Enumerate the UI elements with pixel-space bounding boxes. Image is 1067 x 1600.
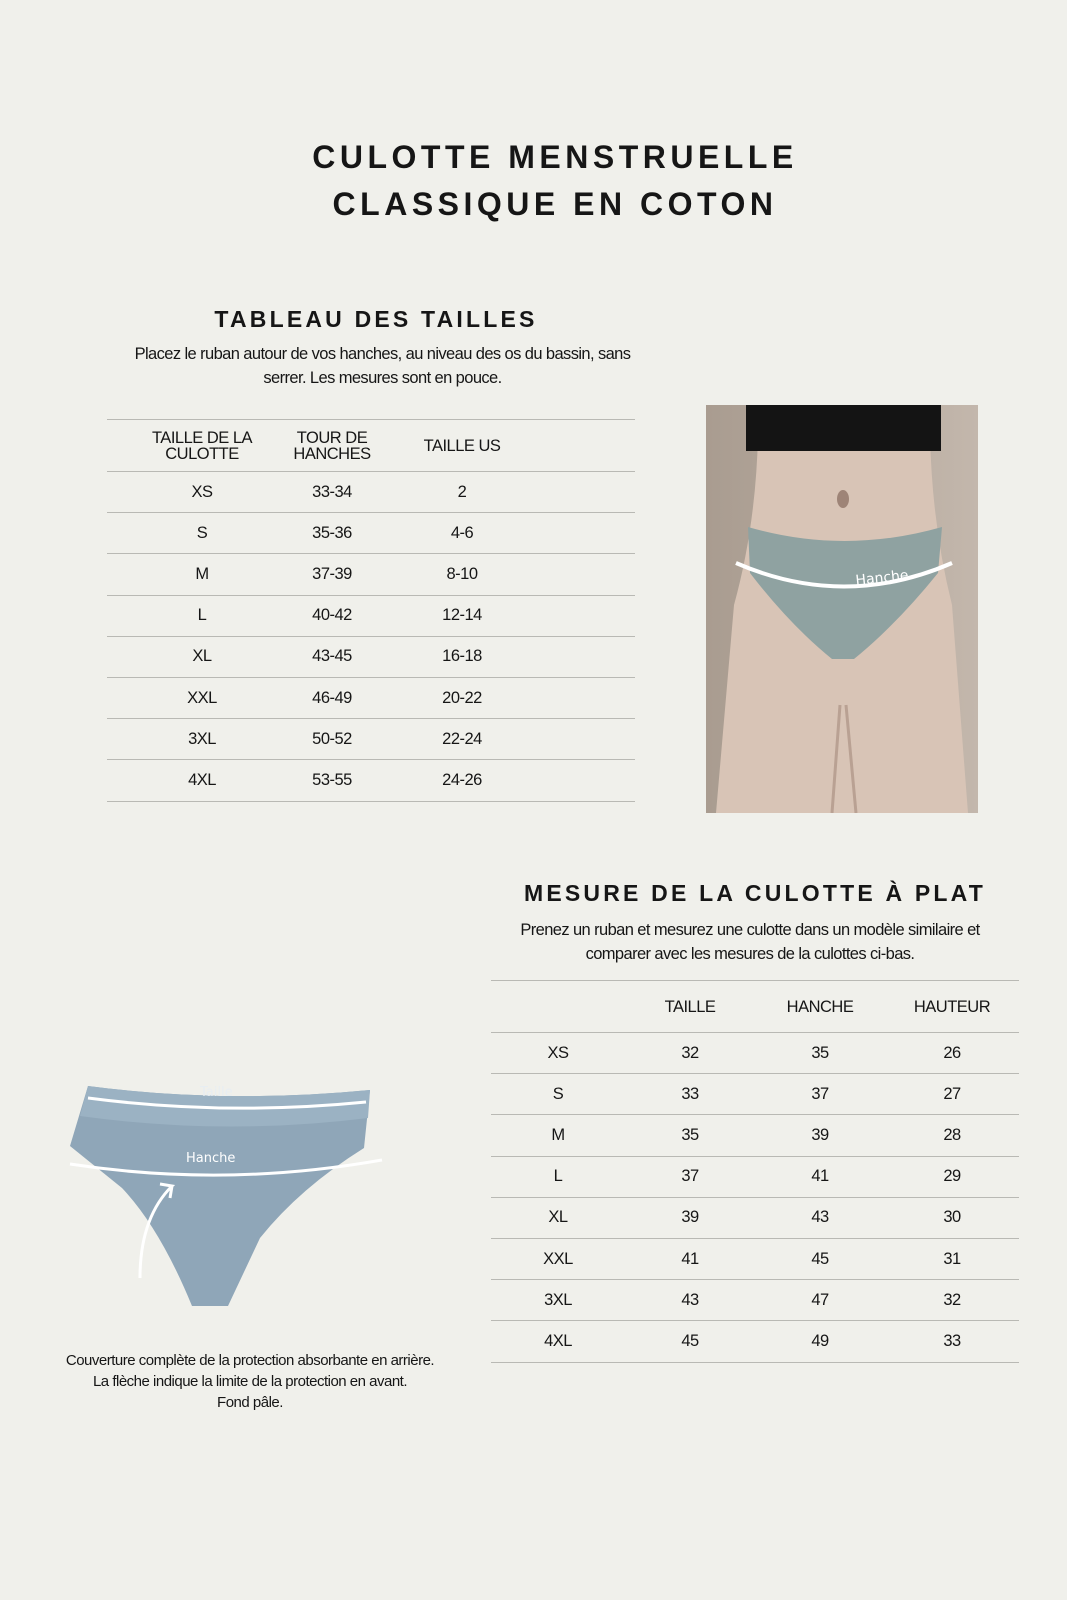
flat-table-intro-line-2: comparer avec les mesures de la culottes ci-bas. [585,945,915,963]
header-blank [491,981,625,1033]
flat-table-cell: 33 [625,1074,755,1115]
size-table-cell: 16-18 [397,636,527,677]
flat-table-cell: XL [491,1197,625,1238]
size-table-cell: 22-24 [397,719,527,760]
size-table-row [107,554,635,595]
header-tour-hanches: TOUR DE HANCHES [267,420,397,472]
flat-table-cell: 35 [755,1033,885,1074]
flat-table-cell: 32 [625,1033,755,1074]
size-table-cell: 24-26 [397,760,527,801]
flat-table-row [491,1321,1019,1362]
flat-table-cell: XS [491,1033,625,1074]
size-table-cell: 8-10 [397,554,527,595]
size-table-cell: M [137,554,267,595]
flat-table-row [491,1074,1019,1115]
flat-table-cell: S [491,1074,625,1115]
flat-table-row [491,1033,1019,1074]
size-table-row [107,595,635,636]
photo-hanche-label: Hanche [854,567,910,589]
size-table-cell: 4-6 [397,513,527,554]
hip-measure-photo [706,405,978,813]
size-table-intro [100,342,665,390]
header-taille: TAILLE [625,981,755,1033]
flat-table-cell: L [491,1156,625,1197]
garment-note-line-2: La flèche indique la limite de la protection en avant. [92,1373,408,1390]
flat-table-heading: MESURE DE LA CULOTTE À PLAT [523,880,987,906]
flat-table-cell: 3XL [491,1280,625,1321]
flat-table-cell: 43 [755,1197,885,1238]
flat-table-cell: 39 [625,1197,755,1238]
header-taille-culotte: TAILLE DE LA CULOTTE [137,420,267,472]
flat-table-cell: 33 [885,1321,1019,1362]
size-table-heading: TABLEAU DES TAILLES [214,306,538,332]
flat-table-cell: 43 [625,1280,755,1321]
flat-table-cell: 31 [885,1238,1019,1279]
size-table-cell: 3XL [137,719,267,760]
flat-table-cell: M [491,1115,625,1156]
size-table-row [107,472,635,513]
garment-note [40,1350,460,1413]
page-title [0,134,1067,228]
flat-table-cell: 45 [755,1238,885,1279]
flat-table-cell: 41 [625,1238,755,1279]
size-table-cell: 40-42 [267,595,397,636]
size-table-row [107,636,635,677]
flat-table-cell: 37 [625,1156,755,1197]
flat-table-cell: 49 [755,1321,885,1362]
header-hauteur: HAUTEUR [885,981,1019,1033]
flat-table-cell: 4XL [491,1321,625,1362]
flat-table-cell: 35 [625,1115,755,1156]
flat-table-cell: 39 [755,1115,885,1156]
garment-taille-label: Taille [200,1085,233,1100]
garment-note-line-3: Fond pâle. [217,1394,283,1411]
size-table-cell: 46-49 [267,677,397,718]
size-table [107,419,635,802]
size-table-row [107,760,635,801]
size-table-row [107,513,635,554]
size-table-cell: 4XL [137,760,267,801]
size-table-cell: 53-55 [267,760,397,801]
size-table-cell: XXL [137,677,267,718]
flat-table-cell: 41 [755,1156,885,1197]
size-table-intro-line-1: Placez le ruban autour de vos hanches, au niveau des os du bassin, sans [134,345,631,363]
page-title-line-2: CLASSIQUE EN COTON [332,186,778,222]
flat-table-cell: 28 [885,1115,1019,1156]
flat-table-header-row [491,981,1019,1033]
size-table-intro-line-2: serrer. Les mesures sont en pouce. [263,369,502,387]
flat-table-cell: 45 [625,1321,755,1362]
flat-table-row [491,1197,1019,1238]
flat-table-intro-line-1: Prenez un ruban et mesurez une culotte dans un modèle similaire et [520,921,980,939]
flat-table-cell: 26 [885,1033,1019,1074]
header-taille-us: TAILLE US [397,420,527,472]
flat-table-intro [490,918,1010,966]
garment-note-line-1: Couverture complète de la protection absorbante en arrière. [65,1352,435,1369]
garment-hanche-label: Hanche [186,1151,236,1166]
size-table-header-row [107,420,635,472]
size-table-cell: 12-14 [397,595,527,636]
flat-table-cell: XXL [491,1238,625,1279]
garment-illustration [60,1078,390,1318]
flat-table [491,980,1019,1363]
size-table-row [107,677,635,718]
flat-table-cell: 47 [755,1280,885,1321]
size-table-cell: 37-39 [267,554,397,595]
size-table-cell: 20-22 [397,677,527,718]
size-table-cell: S [137,513,267,554]
flat-table-cell: 37 [755,1074,885,1115]
flat-table-row [491,1238,1019,1279]
size-table-cell: XL [137,636,267,677]
size-table-cell: 35-36 [267,513,397,554]
flat-table-cell: 27 [885,1074,1019,1115]
flat-table-row [491,1280,1019,1321]
flat-table-cell: 30 [885,1197,1019,1238]
flat-table-cell: 32 [885,1280,1019,1321]
flat-table-cell: 29 [885,1156,1019,1197]
flat-table-row [491,1156,1019,1197]
size-table-cell: 43-45 [267,636,397,677]
header-hanche: HANCHE [755,981,885,1033]
size-table-cell: L [137,595,267,636]
size-table-cell: 50-52 [267,719,397,760]
size-table-row [107,719,635,760]
flat-table-row [491,1115,1019,1156]
size-table-cell: 2 [397,472,527,513]
size-table-cell: XS [137,472,267,513]
size-table-cell: 33-34 [267,472,397,513]
page-title-line-1: CULOTTE MENSTRUELLE [312,139,798,175]
